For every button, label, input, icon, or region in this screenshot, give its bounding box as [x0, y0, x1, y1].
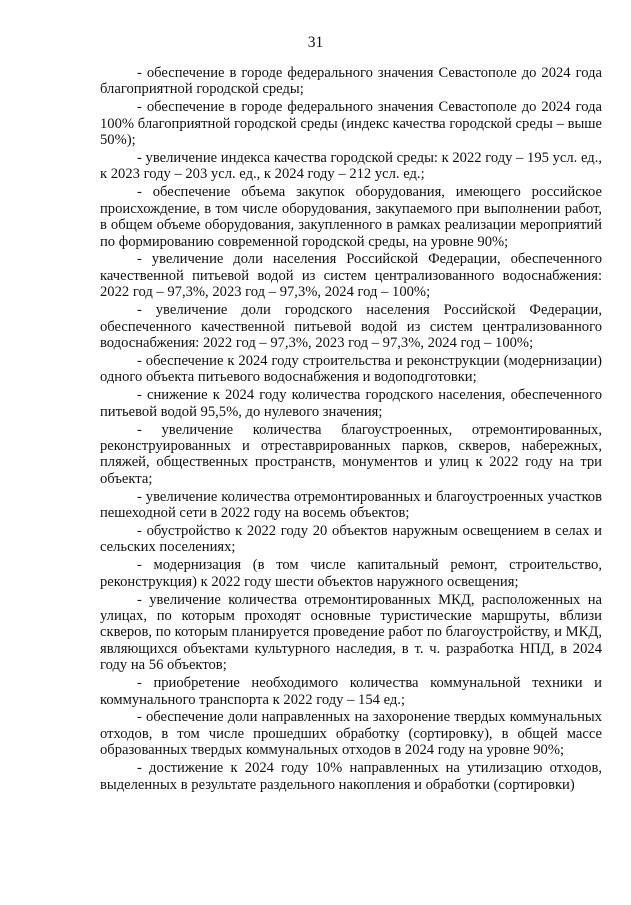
- list-item: - увеличение доли городского населения Российской Федерации, обеспеченного качественной питьевой водой из систем централизованного водоснабжения: 2022 год – 97,3%, 2023 год – 97,3%, 2024 год – 100%;: [100, 302, 602, 351]
- list-item: - увеличение доли населения Российской Федерации, обеспеченного качественной питьевой водой из систем централизованного водоснабжения: 2022 год – 97,3%, 2023 год – 97,3%, 2024 год – 100%;: [100, 251, 602, 301]
- page-number: 31: [307, 34, 324, 51]
- list-item: - приобретение необходимого количества коммунальной техники и коммунального транспорта к 2022 году – 154 ед.;: [100, 675, 602, 708]
- list-item: - увеличение количества отремонтированных МКД, расположенных на улицах, по которым проходят основные туристические маршруты, вблизи скверов, по которым планируется проведение работ по благоустройству, и МКД, являющихся объектами культурного наследия, в т. ч. разработка НПД, в 2024 году на 56 объектов;: [100, 591, 602, 674]
- list-item: - обеспечение доли направленных на захоронение твердых коммунальных отходов, в том числе прошедших обработку (сортировку), в общей массе образованных твердых коммунальных отходов в 2024 году на уровне 90%;: [100, 709, 602, 759]
- list-item: - обеспечение в городе федерального значения Севастополе до 2024 года 100% благоприятной городской среды (индекс качества городской среды – выше 50%);: [100, 99, 602, 149]
- list-item: - обеспечение к 2024 году строительства и реконструкции (модернизации) одного объекта питьевого водоснабжения и водоподготовки;: [100, 352, 602, 386]
- list-item: - обустройство к 2022 году 20 объектов наружным освещением в селах и сельских поселениях;: [100, 522, 602, 556]
- list-item: - модернизация (в том числе капитальный ремонт, строительство, реконструкция) к 2022 году шести объектов наружного освещения;: [100, 557, 602, 590]
- list-item: - снижение к 2024 году количества городского населения, обеспеченного питьевой водой 95,5%, до нулевого значения;: [100, 387, 602, 420]
- list-item: - увеличение индекса качества городской среды: к 2022 году – 195 усл. ед., к 2023 году – 203 усл. ед., к 2024 году – 212 усл. ед.;: [100, 150, 602, 183]
- list-item: - достижение к 2024 году 10% направленных на утилизацию отходов, выделенных в результате раздельного накопления и обработки (сортировки): [100, 760, 602, 793]
- list-item: - увеличение количества благоустроенных, отремонтированных, реконструированных и отреставрированных парков, скверов, набережных, пляжей, общественных пространств, монументов и улиц к 2022 году на три объекта;: [100, 421, 602, 487]
- document-body: [100, 65, 602, 794]
- list-item: - обеспечение объема закупок оборудования, имеющего российское происхождение, в том числе оборудования, закупаемого при выполнении работ, в общем объеме оборудования, закупленного в рамках реализации мероприятий по формированию современной городской среды, на уровне 90%;: [100, 184, 602, 250]
- list-item: - увеличение количества отремонтированных и благоустроенных участков пешеходной сети в 2022 году на восемь объектов;: [100, 488, 602, 522]
- list-item: - обеспечение в городе федерального значения Севастополе до 2024 года благоприятной городской среды;: [100, 65, 602, 98]
